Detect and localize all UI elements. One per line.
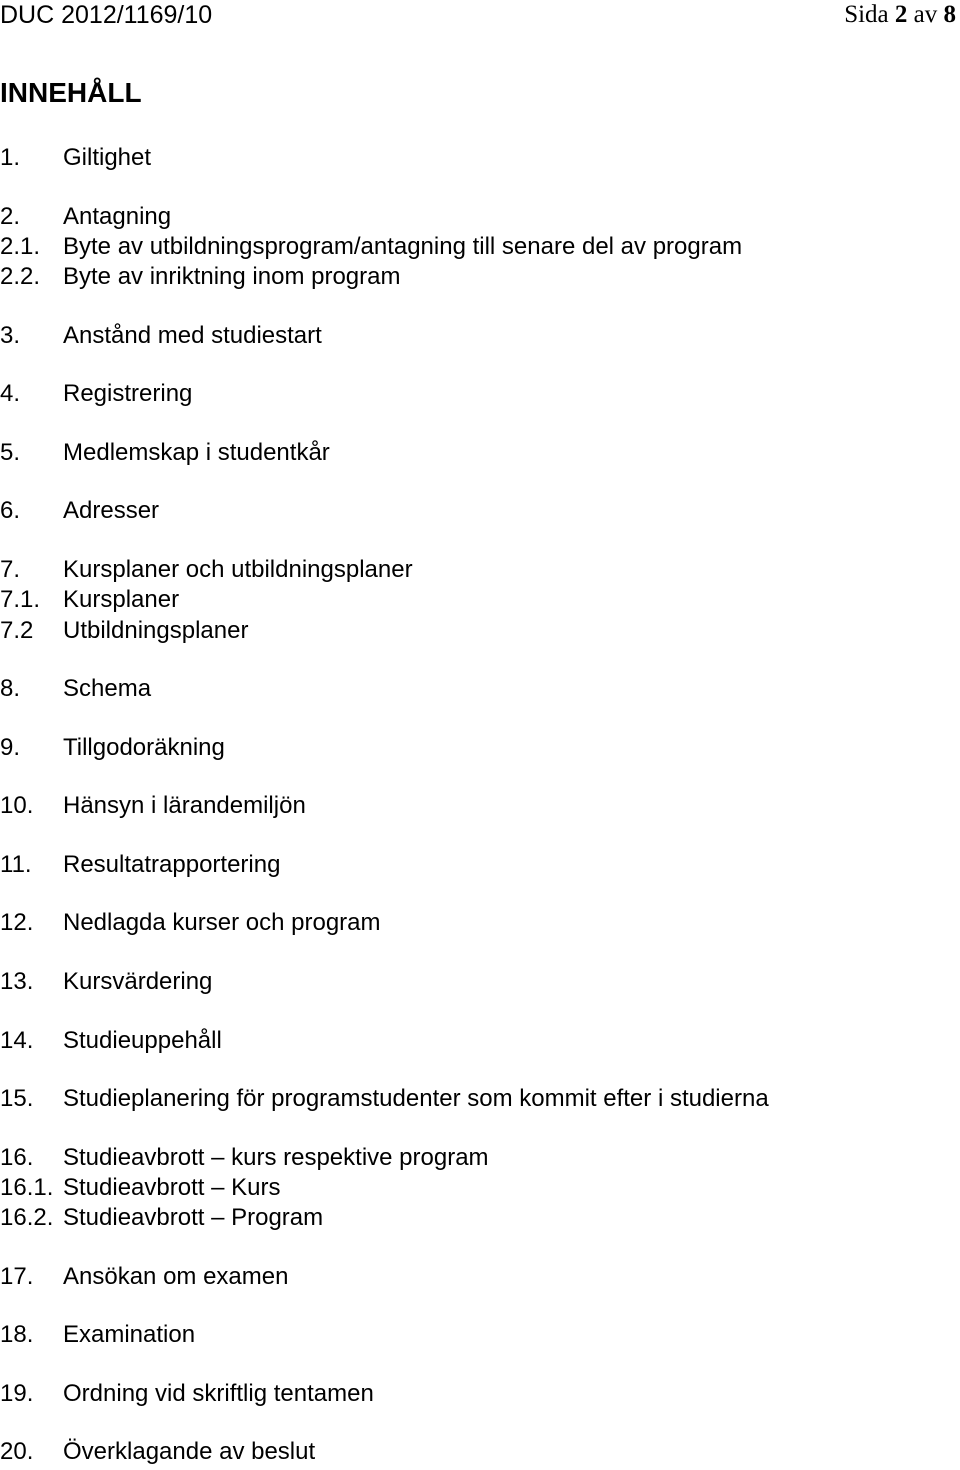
toc-item — [0, 321, 322, 351]
toc-item-number: 16.2. — [0, 1204, 54, 1231]
toc-item-number: 18. — [0, 1321, 34, 1348]
toc-item-text: Studieavbrott – Program — [63, 1204, 324, 1231]
document-reference: DUC 2012/1169/10 — [0, 1, 213, 29]
toc-item-number: 2.1. — [0, 233, 41, 260]
toc-item — [0, 850, 280, 880]
toc-item — [0, 496, 159, 526]
toc-item — [0, 585, 179, 615]
toc-item-text: Studieplanering för programstudenter som kommit efter i studierna — [63, 1085, 769, 1112]
toc-item-number: 11. — [0, 851, 32, 878]
toc-item-text: Resultatrapportering — [63, 851, 281, 878]
toc-item-number: 7. — [0, 556, 21, 583]
toc-item-text: Byte av utbildningsprogram/antagning till senare del av program — [63, 233, 743, 260]
toc-item-number: 7.1. — [0, 586, 41, 613]
toc-item-text: Utbildningsplaner — [63, 617, 249, 644]
toc-item — [0, 791, 306, 821]
page-total: 8 — [943, 1, 956, 28]
toc-item-number: 5. — [0, 439, 21, 466]
toc-item-text: Kursvärdering — [63, 968, 213, 995]
toc-item — [0, 1437, 315, 1467]
page-mid: av — [907, 1, 944, 28]
toc-item — [0, 1026, 222, 1056]
toc-item — [0, 262, 400, 292]
toc-item — [0, 616, 248, 646]
toc-item — [0, 143, 151, 173]
toc-item-text: Adresser — [63, 497, 160, 524]
toc-item — [0, 1203, 323, 1233]
toc-item-text: Anstånd med studiestart — [63, 322, 322, 349]
toc-item — [0, 438, 330, 468]
toc-item — [0, 232, 742, 262]
toc-item-number: 4. — [0, 380, 21, 407]
page-current: 2 — [894, 1, 908, 28]
toc-item-number: 9. — [0, 734, 21, 761]
toc-item — [0, 1173, 280, 1203]
toc-item-text: Giltighet — [63, 144, 152, 171]
toc-item-text: Nedlagda kurser och program — [63, 909, 381, 936]
toc-item-text: Studieavbrott – kurs respektive program — [63, 1144, 489, 1171]
toc-item — [0, 555, 413, 585]
toc-item-number: 17. — [0, 1263, 34, 1290]
toc-item-number: 2. — [0, 203, 21, 230]
toc-item-number: 14. — [0, 1027, 34, 1054]
toc-item-text: Examination — [63, 1321, 196, 1348]
toc-item-number: 8. — [0, 675, 21, 702]
toc-title: INNEHÅLL — [0, 77, 142, 108]
toc-item-text: Studieuppehåll — [63, 1027, 222, 1054]
toc-item-number: 19. — [0, 1380, 34, 1407]
toc-item-number: 12. — [0, 909, 34, 936]
toc-item — [0, 1379, 374, 1409]
toc-item-number: 7.2 — [0, 617, 34, 644]
toc-item-number: 3. — [0, 322, 21, 349]
toc-item-text: Byte av inriktning inom program — [63, 263, 401, 290]
toc-item-number: 15. — [0, 1085, 34, 1112]
toc-item-text: Kursplaner — [63, 586, 180, 613]
toc-item — [0, 379, 192, 409]
toc-item — [0, 1084, 769, 1114]
toc-item-text: Studieavbrott – Kurs — [63, 1174, 281, 1201]
toc-item-number: 6. — [0, 497, 21, 524]
toc-item-number: 20. — [0, 1438, 34, 1465]
toc-item-number: 1. — [0, 144, 21, 171]
toc-item — [0, 674, 151, 704]
toc-item-number: 2.2. — [0, 263, 41, 290]
toc-item — [0, 202, 171, 232]
toc-item — [0, 1320, 195, 1350]
toc-item-text: Medlemskap i studentkår — [63, 439, 330, 466]
toc-item — [0, 908, 381, 938]
toc-item-text: Tillgodoräkning — [63, 734, 225, 761]
toc-item-text: Antagning — [63, 203, 172, 230]
toc-item-number: 16.1. — [0, 1174, 54, 1201]
toc-item-number: 13. — [0, 968, 34, 995]
toc-item-text: Ordning vid skriftlig tentamen — [63, 1380, 374, 1407]
toc-item — [0, 1262, 288, 1292]
toc-item-text: Hänsyn i lärandemiljön — [63, 792, 306, 819]
toc-item-text: Kursplaner och utbildningsplaner — [63, 556, 413, 583]
toc-item — [0, 733, 225, 763]
toc-item — [0, 967, 212, 997]
page-indicator — [844, 0, 956, 30]
toc-item-text: Registrering — [63, 380, 193, 407]
toc-item-text: Överklagande av beslut — [63, 1438, 316, 1465]
toc-item — [0, 1143, 489, 1173]
toc-item-text: Schema — [63, 675, 152, 702]
toc-item-number: 10. — [0, 792, 34, 819]
toc-item-text: Ansökan om examen — [63, 1263, 289, 1290]
toc-item-number: 16. — [0, 1144, 34, 1171]
page-prefix: Sida — [844, 1, 895, 28]
